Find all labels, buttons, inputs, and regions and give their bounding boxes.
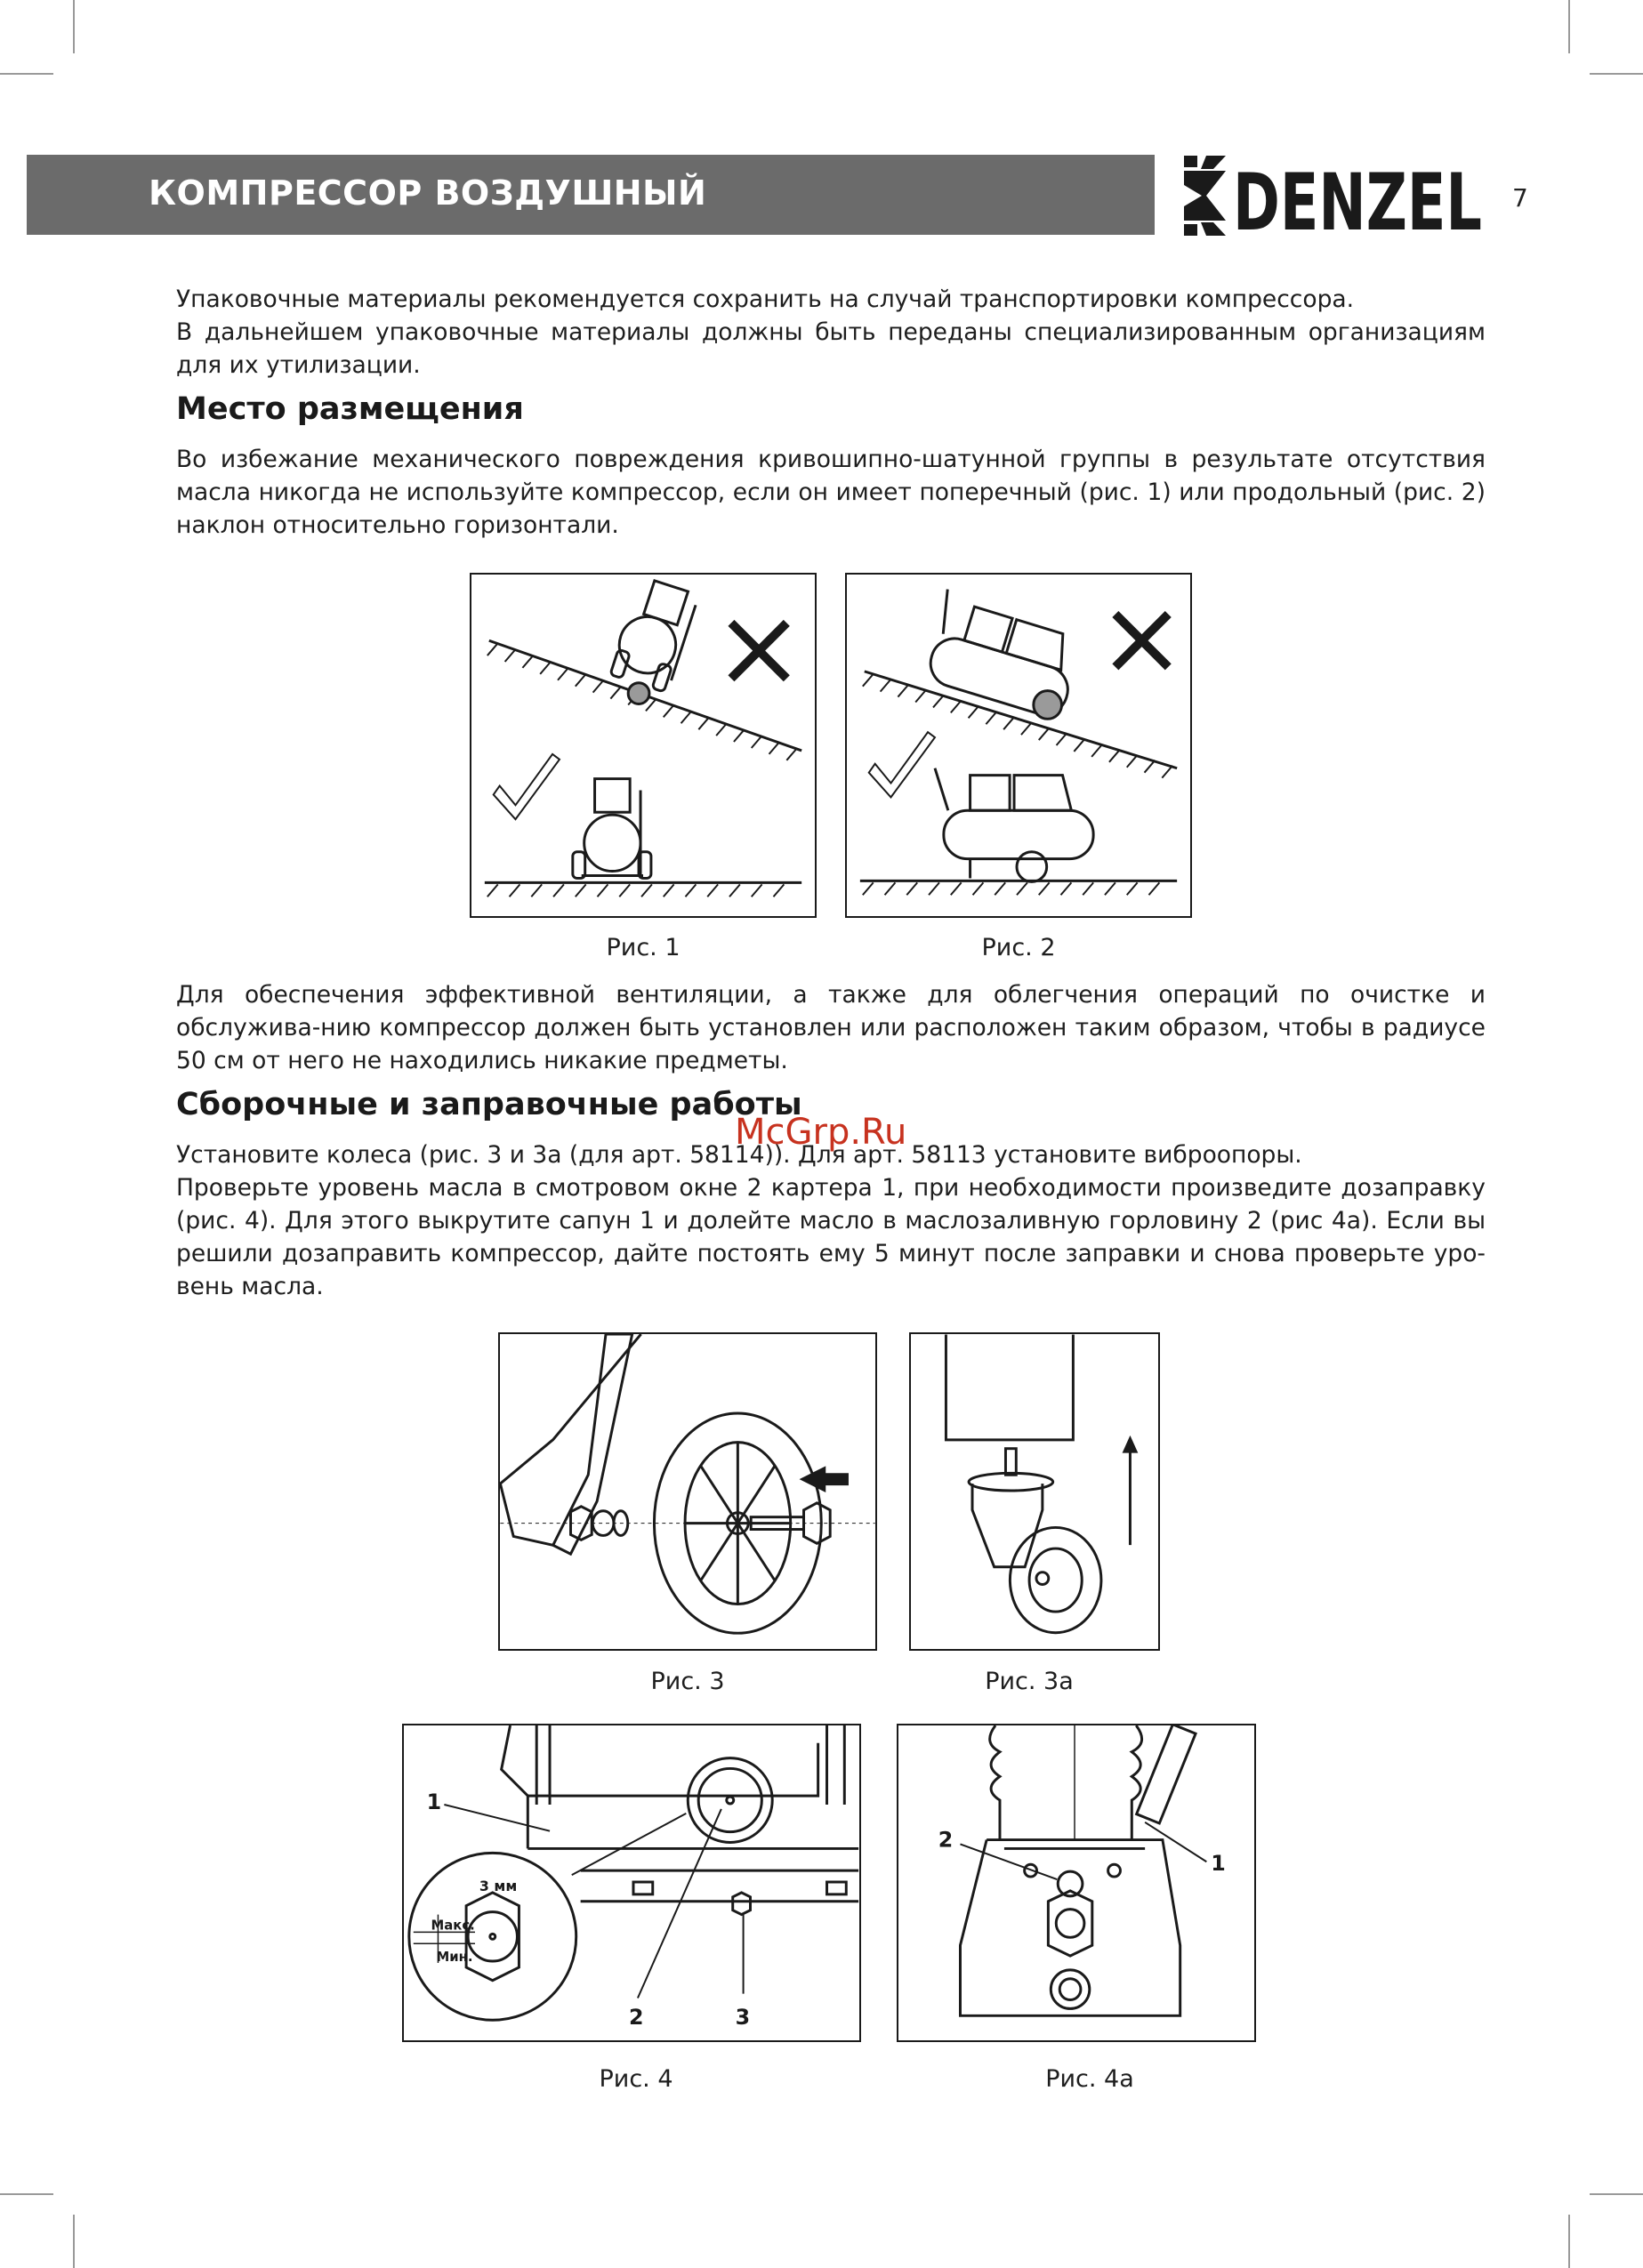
crop-mark: [1590, 2193, 1643, 2195]
callout-2: 2: [629, 2005, 644, 2031]
logo-wordmark: DENZEL: [1233, 157, 1482, 240]
figure-2-drawing: [847, 575, 1190, 916]
page-number: 7: [1512, 183, 1528, 213]
figure-2: [845, 573, 1192, 918]
section-heading: Место размещения: [176, 391, 524, 427]
crop-mark: [0, 73, 53, 75]
crop-mark: [1590, 73, 1643, 75]
max-label: Макс.: [431, 1918, 475, 1934]
figure-3a-drawing: [911, 1334, 1158, 1649]
callout-3: 3: [735, 2005, 751, 2031]
paragraph: Во избежание механического повреждения кривошипно-шатунной группы в результате отсутствия масла никогда не используйте компрессор, если он имеет поперечный (рис. 1) или продольный (рис. 2) наклон относительно горизонтали.: [176, 446, 1486, 539]
paragraph: Для обеспечения эффективной вентиляции, а также для облегчения операций по очистке и обслужива-нию компрессор должен быть установлен или расположен таким образом, чтобы в радиусе 50 см от него не находились никакие предметы.: [176, 981, 1486, 1074]
intro-text: [176, 283, 1486, 382]
figure-3a-caption: Рис. 3а: [985, 1668, 1074, 1695]
page-title: КОМПРЕССОР ВОЗДУШНЫЙ: [149, 173, 707, 213]
figure-3: [498, 1332, 877, 1651]
dimension-label: 3 мм: [479, 1877, 518, 1894]
watermark: McGrp.Ru: [735, 1112, 907, 1153]
ventilation-text: [176, 978, 1486, 1077]
callout-1: 1: [1211, 1851, 1226, 1877]
denzel-logo: [1180, 151, 1491, 240]
callout-2: 2: [938, 1827, 954, 1853]
figure-3-drawing: [500, 1334, 875, 1649]
figure-4-caption: Рис. 4: [599, 2065, 673, 2093]
crop-mark: [73, 0, 75, 53]
figure-3-caption: Рис. 3: [650, 1668, 725, 1695]
paragraph: В дальнейшем упаковочные материалы должны быть переданы специализированным организациям для их утилизации.: [176, 318, 1486, 379]
paragraph: Упаковочные материалы рекомендуется сохранить на случай транспортировки компрессора.: [176, 286, 1355, 313]
crop-mark: [1568, 2215, 1570, 2268]
crop-mark: [1568, 0, 1570, 53]
paragraph: Установите колеса (рис. 3 и 3а (для арт. 58114)). Для арт. 58113 установите виброопоры.: [176, 1141, 1302, 1169]
assembly-text: [176, 1138, 1486, 1303]
callout-1: 1: [426, 1789, 442, 1814]
placement-text: [176, 443, 1486, 542]
paragraph: Проверьте уровень масла в смотровом окне 2 картера 1, при необходимости произведите дозаправку (рис. 4). Для этого выкрутите сапун 1 и долейте масло в маслозаливную горловину 2 (рис 4а). Если вы решили дозаправить компрессор, дайте постоять ему 5 минут после заправки и снова проверьте уро-вень масла.: [176, 1174, 1486, 1300]
figure-4a-drawing: [898, 1725, 1254, 2040]
crop-mark: [0, 2193, 53, 2195]
section-heading: Сборочные и заправочные работы: [176, 1087, 802, 1122]
figure-4-drawing: [404, 1725, 859, 2040]
crop-mark: [73, 2215, 75, 2268]
figure-1: [470, 573, 817, 918]
figure-4a: [897, 1724, 1256, 2042]
figure-4a-caption: Рис. 4а: [1045, 2065, 1134, 2093]
figure-2-caption: Рис. 2: [981, 934, 1056, 961]
min-label: Мин.: [436, 1950, 473, 1966]
figure-3a: [909, 1332, 1160, 1651]
figure-1-caption: Рис. 1: [606, 934, 681, 961]
figure-1-drawing: [471, 575, 815, 916]
figure-4: [402, 1724, 861, 2042]
